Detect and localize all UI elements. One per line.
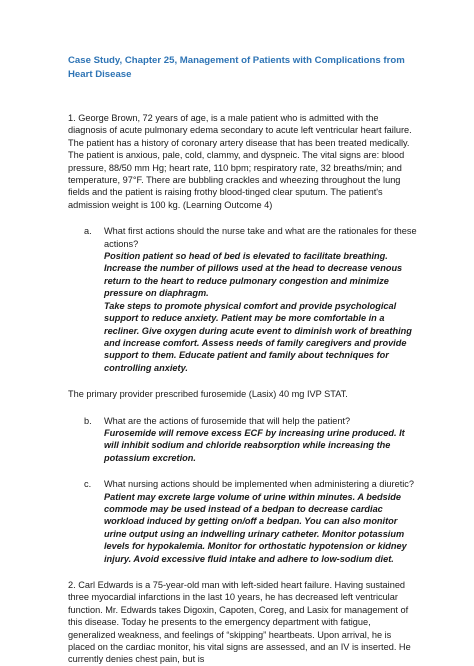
case-2-paragraph: 2. Carl Edwards is a 75-year-old man with left-sided heart failure. Having sustained three myocardial infarctions in the last 10 years, he has decreased left ventricular function. Mr. Edwards takes Digoxin, Capoten, Coreg, and Lasix for management of this disease. Today he presents to the emergency department with fatigue, generalized weakness, and feelings of “skipping” heartbeats. Upon arrival, he is placed on the cardiac monitor, his vital signs are assessed, and an IV is inserted. He currently denies chest pain, but is [68, 580, 411, 665]
answer-text: Patient may excrete large volume of urine within minutes. A bedside commode may be used instead of a bedpan to decrease cardiac workload induced by getting on/off a bedpan. You can also monitor urine output using an indwelling urinary catheter. Monitor potassium levels for hypokalemia. Monitor for orthostatic hypotension or kidney injury. Avoid excessive fluid intake and adhere to low-sodium diet. [104, 491, 407, 564]
question-letter: c. [84, 479, 92, 490]
question-text: What nursing actions should be implemented when administering a diuretic? [104, 479, 414, 490]
document-title: Case Study, Chapter 25, Management of Patients with Complications from Heart Disease [68, 55, 405, 80]
question-letter: b. [84, 415, 92, 426]
answer-text: Position patient so head of bed is elevated to facilitate breathing. Increase the number of pillows used at the head to decrease venous return to the heart to reduce pulmonary congestion and minimize pressure on diaphragm. [104, 251, 403, 299]
question-letter: a. [84, 226, 92, 237]
prescription-paragraph: The primary provider prescribed furosemide (Lasix) 40 mg IVP STAT. [68, 389, 348, 400]
case-1-paragraph: 1. George Brown, 72 years of age, is a male patient who is admitted with the diagnosis of acute pulmonary edema secondary to acute left ventricular heart failure. The patient has a history of coronary artery disease that has been treated medically. The patient is anxious, pale, cold, clammy, and dyspneic. The vital signs are: blood pressure, 88/50 mm Hg; heart rate, 110 bpm; respiratory rate, 32 breaths/min; and temperature, 97°F. There are bubbling crackles and wheezing throughout the lung fields and the patient is raising frothy blood-tinged clear sputum. The patient's admission weight is 100 kg. (Learning Outcome 4) [68, 113, 412, 210]
question-c [84, 478, 418, 565]
question-b [84, 415, 418, 465]
answer-text: Take steps to promote physical comfort and provide psychological support to reduce anxiety. Patient may be more comfortable in a recliner. Give oxygen during acute event to diminish work of breathing and increase comfort. Assess needs of family caregivers and provide support to them. Educate patient and family about techniques for controlling anxiety. [104, 300, 412, 373]
question-content [104, 478, 418, 565]
question-text: What first actions should the nurse take and what are the rationales for these actions? [104, 226, 417, 249]
question-a [84, 225, 418, 374]
question-text: What are the actions of furosemide that will help the patient? [104, 415, 351, 426]
question-content [104, 225, 418, 374]
question-content [104, 415, 418, 465]
answer-text: Furosemide will remove excess ECF by increasing urine produced. It will inhibit sodium and chloride reabsorption while increasing the potassium excretion. [104, 427, 405, 463]
